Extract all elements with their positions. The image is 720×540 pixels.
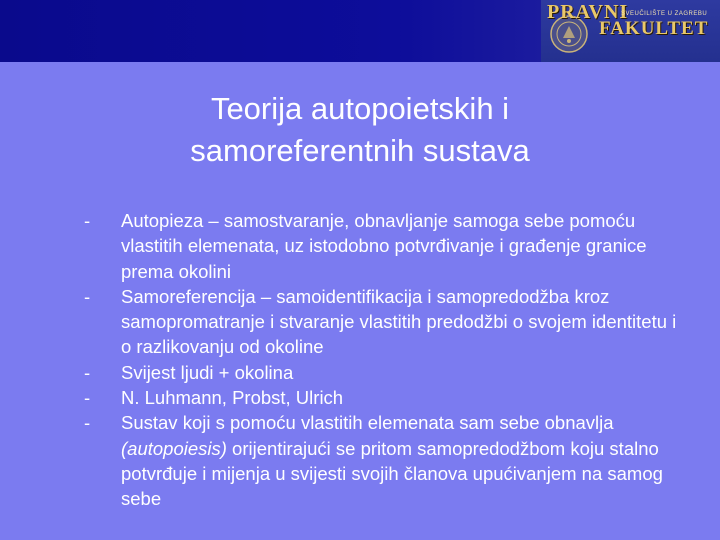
faculty-logo: [541, 0, 720, 62]
bullet-text: Autopieza – samostvaranje, obnavljanje samoga sebe pomoću vlastitih elemenata, uz istodobno potvrđivanje i građenje granice prema okolini: [121, 210, 647, 282]
bullet-samoreferencija: [0, 284, 720, 360]
bullet-text-before: Sustav koji s pomoću vlastitih elemenata sam sebe obnavlja: [121, 412, 614, 434]
logo-fakultet: FAKULTET: [599, 18, 709, 39]
bullet-marker: -: [84, 361, 91, 383]
logo-pravni: PRAVNI: [547, 1, 629, 23]
bullet-authors: [0, 385, 720, 410]
bullet-text: N. Luhmann, Probst, Ulrich: [121, 387, 344, 409]
bullet-marker: -: [84, 412, 91, 434]
bullet-text: Samoreferencija – samoidentifikacija i samopredodžba kroz samopromatranje i stvaranje vlastitih predodžbi o svojem identitetu i o razlikovanju od okoline: [121, 285, 677, 358]
bullet-text-after: orijentirajući se pritom samopredodžbom koju stalno potvrđuje i mijenja u svijesti svojih članova upućivanjem na samog sebe: [121, 437, 663, 510]
bullet-marker: -: [84, 210, 91, 231]
bullet-svijest: [0, 360, 720, 385]
bullet-autopoieza: [0, 208, 720, 284]
logo-subtitle: SVEUČILIŠTE U ZAGREBU: [621, 11, 708, 17]
title-line-1: Teorija autopoietskih i: [210, 91, 510, 126]
bullet-list: [0, 208, 720, 512]
bullet-sustav: [0, 410, 720, 511]
bullet-text: Svijest ljudi + okolina: [121, 361, 294, 383]
bullet-text-italic: (autopoiesis): [121, 437, 227, 459]
slide-title: [0, 88, 720, 172]
title-line-2: samoreferentnih sustava: [190, 133, 530, 168]
bullet-marker: -: [84, 387, 91, 409]
bullet-marker: -: [84, 285, 91, 307]
